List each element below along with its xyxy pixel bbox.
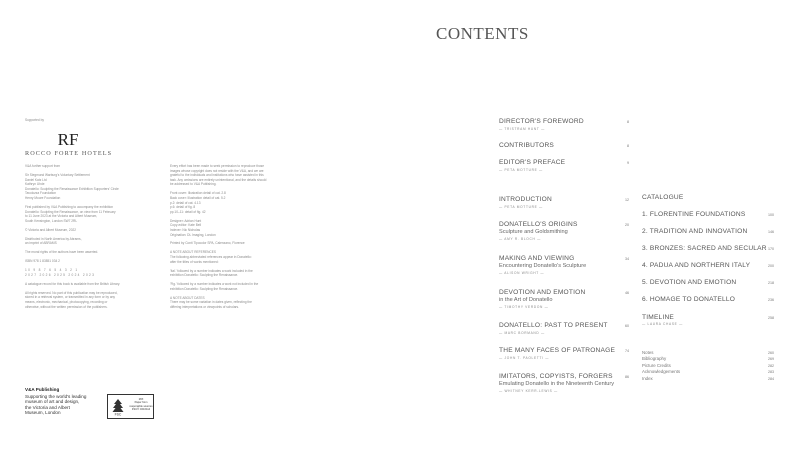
- imprint-text: Front cover: Illustration detail of cat. 2.8 Back cover: Illustration detail of cat. 5.2 p.2: detail of cat. 4.13 p.6: detail of fig. 8 pp.10–11: detail of fig. 42: [170, 191, 226, 214]
- toc-entry[interactable]: [499, 196, 629, 210]
- timeline-title: TIMELINE: [642, 314, 675, 321]
- catalogue-entry-page: 170: [768, 247, 774, 251]
- catalogue-entry-page: 100: [768, 213, 774, 217]
- imprint-text: All rights reserved. No part of this publication may be reproduced, stored in a retrieval system, or transmitted in any form or by any means, electronic, mechanical, photocopying, recording or otherwise, without the written permission of the publishers.: [25, 290, 118, 309]
- publisher-tagline: Supporting the world's leading museum of art and design, the Victoria and Albert Museum, London: [25, 394, 87, 416]
- toc-entry-title: CONTRIBUTORS: [499, 142, 555, 149]
- back-matter-title: Index: [642, 375, 653, 381]
- imprint-text: Printed by Conti Tipocolor SPA, Calenzano, Florence: [170, 241, 245, 246]
- back-matter-title: Notes: [642, 350, 654, 355]
- publisher-name: V&A Publishing: [25, 387, 60, 392]
- catalogue-entry-title: 2. TRADITION AND INNOVATION: [642, 228, 748, 235]
- back-matter-title: Bibliography: [642, 356, 667, 362]
- fsc-tree-icon: [111, 398, 125, 416]
- toc-entry[interactable]: [499, 221, 629, 242]
- imprint-text: Sir Siegmund Warburg's Voluntary Settlement Daniel Katz Ltd Kathryn Uhde Donatello: Sculpting the Renaissance Exhibition Supporters' Circle Tavolozza Foundation Henry Moore Foundation: [25, 172, 119, 200]
- fsc-badge: [107, 394, 154, 419]
- back-matter-list: [642, 350, 774, 382]
- catalogue-heading: [642, 194, 774, 201]
- catalogue-entry[interactable]: [642, 211, 774, 218]
- toc-entry-author: — WHITNEY KERR-LEWIS —: [499, 389, 558, 393]
- sponsor-name: ROCCO FORTE HOTELS: [25, 150, 113, 157]
- logo-letters: RF: [58, 130, 78, 148]
- imprint-text: 'Ital.' followed by a number indicates a work included in the exhibition Donatello: Sculpting the Renaissance.: [170, 268, 253, 278]
- toc-entry-author: — TRISTRAM HUNT —: [499, 127, 545, 131]
- back-matter-page: 282: [768, 363, 774, 368]
- toc-entry-subtitle: Encountering Donatello's Sculpture: [499, 263, 587, 269]
- imprint-text: A NOTE ABOUT DATES There may be some variation in dates given, reflecting the differing interpretations or viewpoints of scholars.: [170, 295, 252, 309]
- toc-entry-title: MAKING AND VIEWING: [499, 255, 575, 262]
- toc-entry[interactable]: [499, 347, 629, 361]
- rocco-forte-logo-icon: [58, 130, 78, 148]
- toc-entry[interactable]: [499, 142, 629, 150]
- back-matter-page: 269: [768, 357, 774, 362]
- toc-entry[interactable]: [499, 118, 629, 132]
- imprint-text: © Victoria and Albert Museum, 2022: [25, 227, 77, 232]
- toc-entry-page: 8: [627, 144, 629, 148]
- toc-entry-author: — ALISON WRIGHT —: [499, 271, 545, 275]
- imprint-text: Every effort has been made to seek permission to reproduce those images whose copyright does not reside with the V&A, and we are grateful to the individuals and institutions who have assisted in this task. Any omissions are entirely unintentional, and the details should be addressed to V&A Publishing.: [170, 164, 267, 187]
- catalogue-entry-title: 6. HOMAGE TO DONATELLO: [642, 296, 736, 303]
- catalogue-entry-title: 4. PADUA AND NORTHERN ITALY: [642, 262, 751, 269]
- catalogue-entry-page: 146: [768, 230, 774, 234]
- toc-entry-author: — JOHN T. PAOLETTI —: [499, 356, 550, 360]
- toc-entry[interactable]: [499, 289, 629, 310]
- catalogue-entry-title: 1. FLORENTINE FOUNDATIONS: [642, 211, 746, 218]
- imprint-text: V&A further support from: [25, 164, 61, 168]
- catalogue-entry-title: 3. BRONZES: SACRED AND SECULAR: [642, 245, 767, 252]
- toc-entry[interactable]: [499, 322, 629, 336]
- toc-entry-title: DONATELLO: PAST TO PRESENT: [499, 322, 608, 329]
- catalogue-heading-text: CATALOGUE: [642, 194, 684, 201]
- catalogue-entry[interactable]: [642, 262, 774, 269]
- toc-entry-page: 86: [625, 375, 629, 379]
- toc-entry-subtitle: in the Art of Donatello: [499, 297, 553, 303]
- toc-entry-title: THE MANY FACES OF PATRONAGE: [499, 347, 616, 354]
- imprint-text: A catalogue record for this book is available from the British Library.: [25, 281, 121, 286]
- toc-entry-subtitle: Emulating Donatello in the Nineteenth Century: [499, 381, 615, 387]
- toc-entry-title: INTRODUCTION: [499, 196, 552, 203]
- catalogue-entry[interactable]: [642, 296, 774, 303]
- catalogue-entry-title: 5. DEVOTION AND EMOTION: [642, 279, 737, 286]
- toc-entry-author: — PETA MOTTURE —: [499, 168, 543, 172]
- catalogue-entry-page: 236: [768, 298, 774, 302]
- toc-entry-page: 60: [625, 324, 629, 328]
- toc-entry-page: 20: [625, 223, 629, 227]
- toc-entry[interactable]: [499, 255, 629, 276]
- imprint-text: First published by V&A Publishing to accompany the exhibition Donatello: Sculpting the Renaissance, on view from 11 February to 11 June 2023 at the Victoria and Albert Museum, South Kensington, London SW7 2RL: [25, 204, 116, 223]
- back-matter-title: Acknowledgements: [642, 369, 681, 375]
- timeline-page: 258: [768, 316, 774, 320]
- toc-entry-title: EDITOR'S PREFACE: [499, 159, 566, 166]
- toc-entry-page: 34: [625, 257, 629, 261]
- toc-entry-page: 8: [627, 120, 629, 124]
- imprint-text: The moral rights of the authors have been asserted.: [25, 250, 99, 255]
- toc-entry-author: — TIMOTHY VERDON —: [499, 305, 549, 309]
- toc-entry-title: DIRECTOR'S FOREWORD: [499, 118, 584, 125]
- toc-entry-author: — AMY R. BLOCH —: [499, 237, 541, 241]
- timeline-entry[interactable]: [642, 314, 774, 327]
- fsc-logo-text: FSC: [114, 412, 122, 416]
- contents-page: [400, 0, 800, 464]
- toc-entry-title: DONATELLO'S ORIGINS: [499, 221, 578, 228]
- toc-entry-author: — MARC BORMAND —: [499, 331, 545, 335]
- catalogue-entry-page: 200: [768, 264, 774, 268]
- catalogue-entry-page: 218: [768, 281, 774, 285]
- print-run: 10 9 8 7 6 5 4 3 2 1 2027 2026 2025 2024 2023: [25, 268, 96, 277]
- catalogue-entry[interactable]: [642, 245, 774, 252]
- back-matter-page: 283: [768, 370, 774, 375]
- isbn: ISBN 978 1 83851 034 2: [25, 259, 60, 264]
- imprint-column-left: [25, 164, 155, 314]
- toc-entry-title: IMITATORS, COPYISTS, FORGERS: [499, 373, 613, 380]
- imprint-text: Designer: Adrian Hunt Copy-editor: Kate Bell Indexer: Nic Nicholas Origination: DL Imaging, London: [170, 218, 216, 237]
- back-matter-item[interactable]: [642, 376, 774, 382]
- timeline-author: — LAURA CHASE —: [642, 322, 683, 326]
- toc-entry-page: 46: [625, 291, 629, 295]
- toc-entry-page: 9: [627, 161, 629, 165]
- back-matter-page: 284: [768, 376, 774, 381]
- toc-entry[interactable]: [499, 373, 629, 394]
- toc-entry-author: — PETA MOTTURE —: [499, 205, 543, 209]
- imprint-column-right: [170, 164, 300, 314]
- imprint-text: A NOTE ABOUT REFERENCES The following abbreviated references appear in Donatello: after the titles of works mentioned:: [170, 250, 252, 264]
- supported-by-label: Supported by: [25, 118, 44, 122]
- toc-entry-title: DEVOTION AND EMOTION: [499, 289, 586, 296]
- catalogue-entry[interactable]: [642, 228, 774, 235]
- back-matter-title: Picture Credits: [642, 362, 671, 368]
- toc-entry-page: 12: [625, 198, 629, 202]
- back-matter-page: 260: [768, 351, 774, 355]
- fsc-text: MIX Paper from responsible sources FSC® C016114: [129, 398, 153, 412]
- imprint-text: Distributed in North America by Abrams, an imprint of ABRAMS: [25, 236, 82, 246]
- catalogue-entry[interactable]: [642, 279, 774, 286]
- imprint-text: 'Fig.' followed by a number indicates a work not included in the exhibition Donatello: Sculpting the Renaissance.: [170, 282, 259, 291]
- page-title: CONTENTS: [436, 24, 529, 43]
- toc-entry-subtitle: Sculpture and Goldsmithing: [499, 229, 568, 235]
- toc-entry-page: 74: [625, 349, 629, 353]
- toc-entry[interactable]: [499, 159, 629, 173]
